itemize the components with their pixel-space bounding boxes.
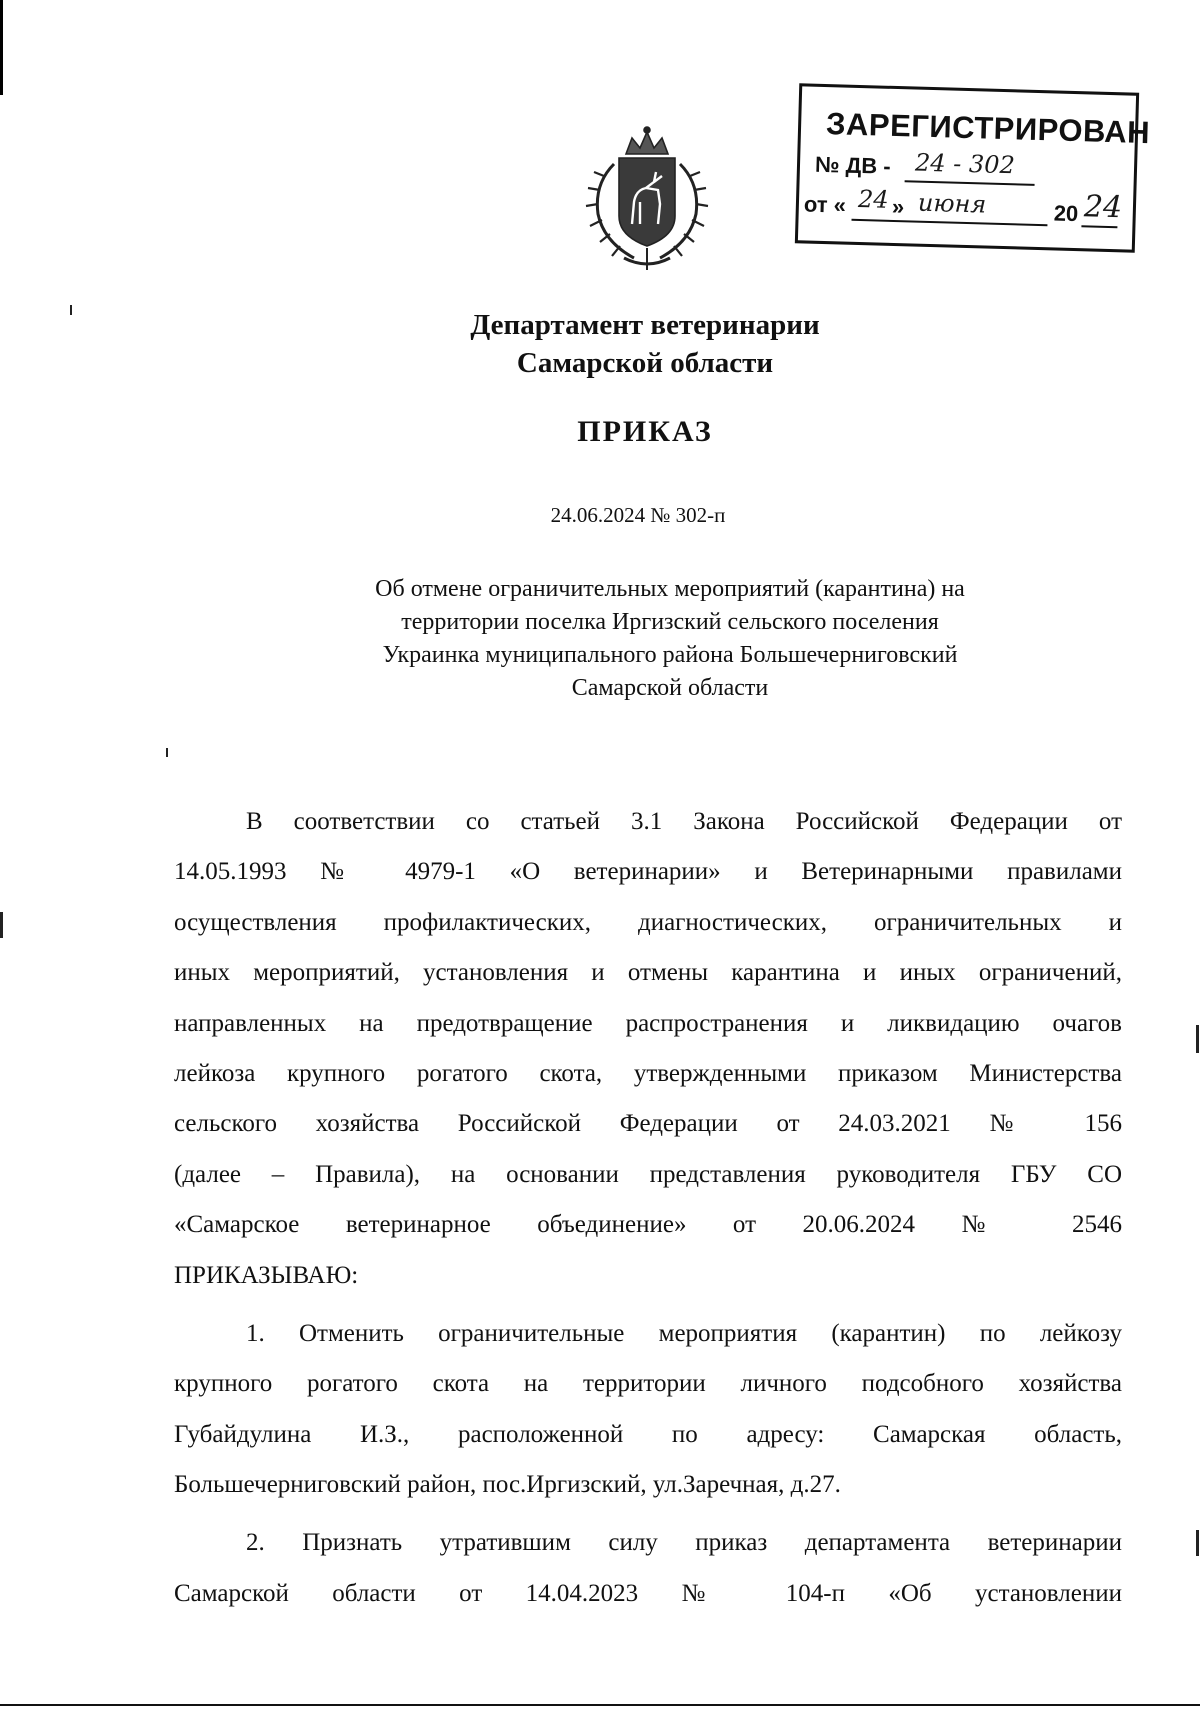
stamp-number-label: № ДВ - <box>814 151 892 179</box>
stamp-year-prefix: 20 <box>1053 200 1079 227</box>
stamp-year-suffix: 24 <box>1083 189 1123 226</box>
stamp-title: ЗАРЕГИСТРИРОВАН <box>825 106 1151 151</box>
body-line: сельского хозяйства Российской Федерации от 24.03.2021 № 156 <box>174 1110 1122 1138</box>
body-line: «Самарское ветеринарное объединение» от 20.06.2024 № 2546 <box>174 1211 1122 1239</box>
stamp-date-prefix: от « <box>803 191 847 218</box>
body-line: (далее – Правила), на основании представления руководителя ГБУ СО <box>174 1160 1122 1188</box>
item-2-paragraph <box>174 1518 1122 1619</box>
scan-bottom-edge <box>0 1704 1200 1706</box>
document-subject <box>320 573 1020 705</box>
department-line-2: Самарской области <box>516 347 774 379</box>
body-line: крупного рогатого скота на территории личного подсобного хозяйства <box>174 1370 1122 1398</box>
department-heading <box>0 306 1200 382</box>
body-line: ПРИКАЗЫВАЮ: <box>174 1261 359 1289</box>
body-line: Самарской области от 14.04.2023 № 104-п «Об установлении <box>174 1579 1122 1607</box>
body-line: 1. Отменить ограничительные мероприятия (карантин) по лейкозу <box>246 1319 1122 1347</box>
body-line: иных мероприятий, установления и отмены карантина и иных ограничений, <box>174 959 1122 987</box>
stamp-date-month: июня <box>917 188 987 219</box>
document-type-title: ПРИКАЗ <box>577 415 713 448</box>
subject-line: территории поселка Иргизский сельского поселения <box>401 609 939 635</box>
subject-line: Самарской области <box>571 675 769 701</box>
registration-stamp <box>795 83 1151 252</box>
scan-speck <box>1196 1530 1199 1556</box>
scan-edge-mark <box>0 0 3 95</box>
body-line: 14.05.1993 № 4979-1 «О ветеринарии» и Ветеринарными правилами <box>174 858 1122 886</box>
subject-line: Об отмене ограничительных мероприятий (карантина) на <box>375 576 965 602</box>
body-line: 2. Признать утратившим силу приказ департамента ветеринарии <box>246 1529 1122 1557</box>
stamp-date-day: 24 <box>857 184 890 214</box>
body-line: направленных на предотвращение распространения и ликвидацию очагов <box>174 1009 1122 1037</box>
body-line: Губайдулина И.З., расположенной по адресу: Самарская область, <box>174 1420 1122 1448</box>
document-body <box>174 797 1122 1619</box>
stamp-number-value: 24 - 302 <box>914 148 1016 180</box>
body-line: Большечерниговский район, пос.Иргизский, ул.Заречная, д.27. <box>174 1471 841 1499</box>
body-line: лейкоза крупного рогатого скота, утвержденными приказом Министерства <box>174 1059 1122 1087</box>
stamp-date-mid: » <box>891 193 905 220</box>
body-line: В соответствии со статьей 3.1 Закона Российской Федерации от <box>246 808 1122 835</box>
preamble-paragraph <box>174 797 1122 1301</box>
body-line: осуществления профилактических, диагностических, ограничительных и <box>174 908 1122 936</box>
scan-speck <box>1196 1025 1199 1053</box>
item-1-paragraph <box>174 1309 1122 1511</box>
subject-line: Украинка муниципального района Большечерниговский <box>382 642 958 668</box>
samara-coat-of-arms-icon <box>574 124 720 274</box>
scan-speck <box>166 748 168 757</box>
document-date-number: 24.06.2024 № 302-п <box>550 503 726 527</box>
scan-speck <box>0 912 3 938</box>
department-line-1: Департамент ветеринарии <box>470 309 820 341</box>
